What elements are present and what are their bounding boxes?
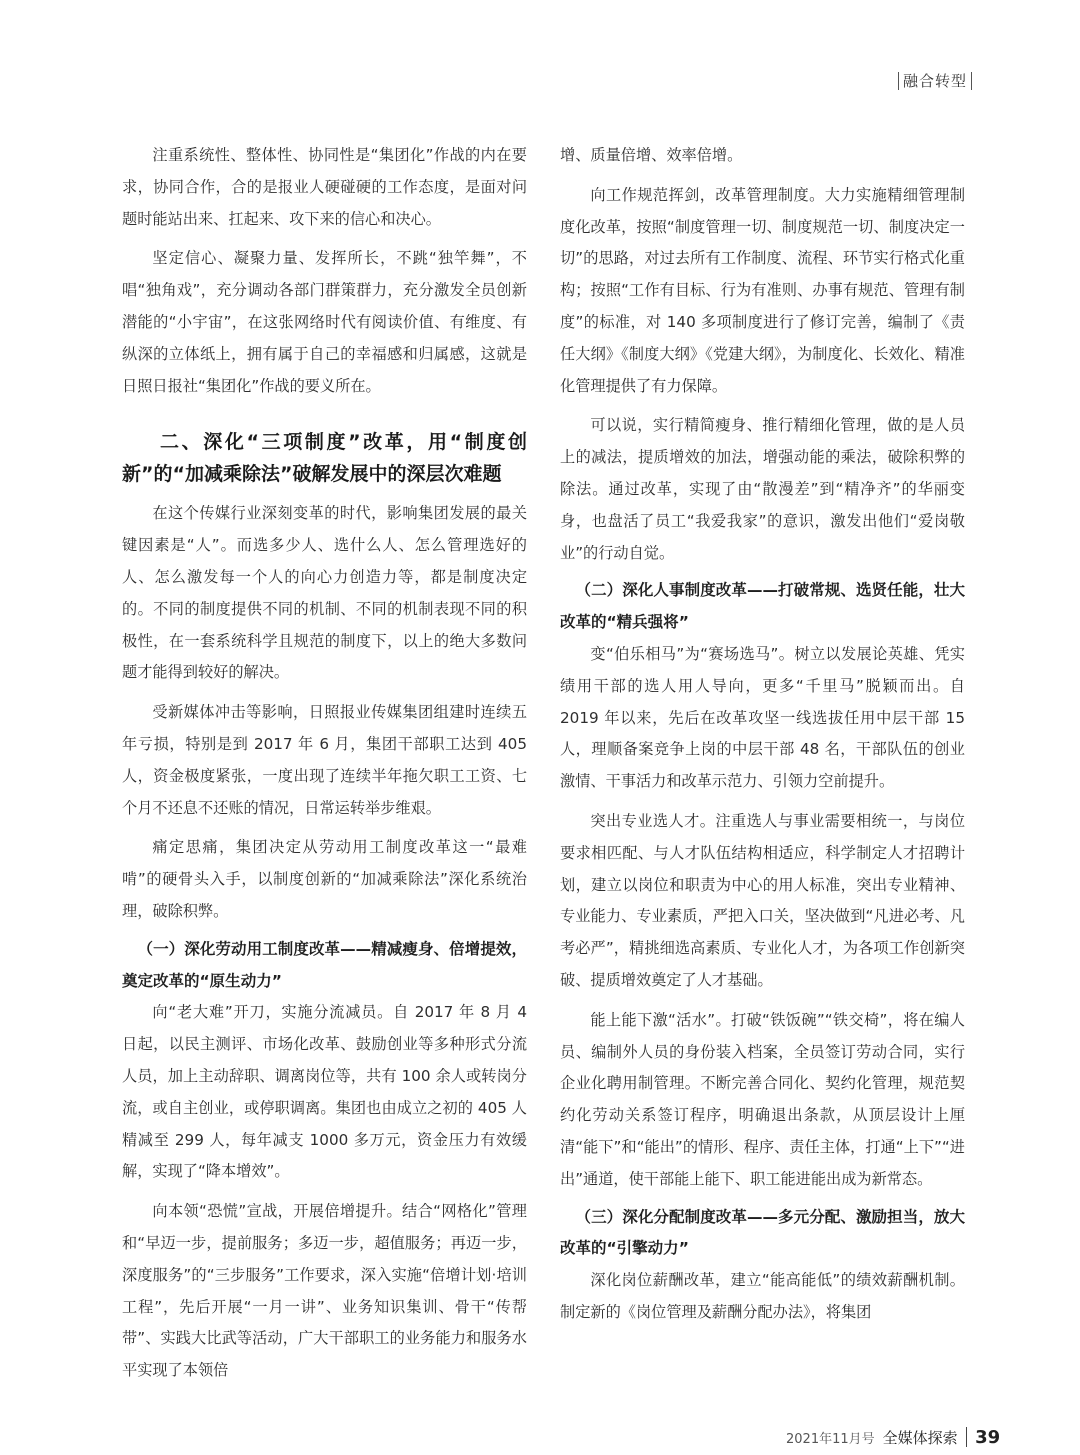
paragraph: 坚定信心、凝聚力量、发挥所长，不跳“独竿舞”，不唱“独角戏”，充分调动各部门群策群力，充分激发全员创新潜能的“小宇宙”，在这张网络时代有阅读价值、有维度、有纵深的立体纸上，拥有属于自己的幸福感和归属感，这就是日照日报社“集团化”作战的要义所在。 (122, 249, 527, 395)
left-column (122, 140, 527, 1387)
right-column (560, 140, 965, 1329)
paragraph: 突出专业选人才。注重选人与事业需要相统一，与岗位要求相匹配、与人才队伍结构相适应，科学制定人才招聘计划，建立以岗位和职责为中心的用人标准，突出专业精神、专业能力、专业素质，严把入口关，坚决做到“凡进必考、凡考必严”，精挑细选高素质、专业化人才，为各项工作创新突破、提质增效奠定了人才基础。 (560, 811, 965, 989)
paragraph: 注重系统性、整体性、协同性是“集团化”作战的内在要求，协同合作，合的是报业人硬碰硬的工作态度，是面对问题时能站出来、扛起来、攻下来的信心和决心。 (122, 146, 527, 228)
paragraph: 向工作规范挥剑，改革管理制度。大力实施精细管理制度化改革，按照“制度管理一切、制度规范一切、制度决定一切”的思路，对过去所有工作制度、流程、环节实行格式化重构；按照“工作有目标、行为有准则、办事有规范、管理有制度”的标准，对 140 多项制度进行了修订完善，编制了《责任大纲》《制度大纲》《党建大纲》，为制度化、长效化、精准化管理提供了有力保障。 (560, 185, 965, 395)
footer-divider (966, 1427, 968, 1447)
paragraph: 能上能下激“活水”。打破“铁饭碗”“铁交椅”，将在编人员、编制外人员的身份装入档案，全员签订劳动合同，实行企业化聘用制管理。不断完善合同化、契约化管理，规范契约化劳动关系签订程序，明确退出条款，从顶层设计上厘清“能下”和“能出”的情形、程序、责任主体，打通“上下”“进出”通道，使干部能上能下、职工能进能出成为新常态。 (560, 1010, 965, 1188)
page-footer (786, 1424, 1000, 1450)
issue-date: 2021年11月号 (786, 1431, 875, 1447)
paragraph: 向本领“恐慌”宣战，开展倍增提升。结合“网格化”管理和“早迈一步，提前服务；多迈一步，超值服务；再迈一步，深度服务”的“三步服务”工作要求，深入实施“倍增计划·培训工程”，先后开展“一月一讲”、业务知识集训、骨干“传帮带”、实践大比武等活动，广大干部职工的业务能力和服务水平实现了本领倍 (122, 1202, 527, 1380)
paragraph-continued: 增、质量倍增、效率倍增。 (560, 146, 743, 164)
subsection-heading: （三）深化分配制度改革——多元分配、激励担当，放大改革的“引擎动力” (560, 1207, 965, 1258)
section-tag: 融合转型 (898, 72, 972, 90)
paragraph: 可以说，实行精简瘦身、推行精细化管理，做的是人员上的减法，提质增效的加法，增强动能的乘法，破除积弊的除法。通过改革，实现了由“散漫差”到“精净齐”的华丽变身，也盘活了员工“我爱我家”的意识，激发出他们“爱岗敬业”的行动自觉。 (560, 416, 965, 562)
paragraph: 变“伯乐相马”为“赛场选马”。树立以发展论英雄、凭实绩用干部的选人用人导向，更多“千里马”脱颖而出。自 2019 年以来，先后在改革攻坚一线选拔任用中层干部 15 人，理顺备案竞争上岗的中层干部 48 名，干部队伍的创业激情、干事活力和改革示范力、引领力空前提升。 (560, 644, 965, 791)
paragraph: 向“老大难”开刀，实施分流减员。自 2017 年 8 月 4 日起，以民主测评、市场化改革、鼓励创业等多种形式分流人员，加上主动辞职、调离岗位等，共有 100 余人或转岗分流，或自主创业，或停职调离。集团也由成立之初的 405 人精减至 299 人，每年减支 1000 多万元，资金压力有效缓解，实现了“降本增效”。 (122, 1003, 527, 1181)
subsection-heading: （二）深化人事制度改革——打破常规、选贤任能，壮大改革的“精兵强将” (560, 581, 965, 632)
paragraph: 受新媒体冲击等影响，日照报业传媒集团组建时连续五年亏损，特别是到 2017 年 6 月，集团干部职工达到 405 人，资金极度紧张，一度出现了连续半年拖欠职工工资、七个月不还息不还账的情况，日常运转举步维艰。 (122, 703, 527, 817)
paragraph: 痛定思痛，集团决定从劳动用工制度改革这一“最难啃”的硬骨头入手，以制度创新的“加减乘除法”深化系统治理，破除积弊。 (122, 838, 527, 920)
paragraph: 在这个传媒行业深刻变革的时代，影响集团发展的最关键因素是“人”。而选多少人、选什么人、怎么管理选好的人、怎么激发每一个人的向心力创造力等，都是制度决定的。不同的制度提供不同的机制、不同的机制表现不同的积极性，在一套系统科学且规范的制度下，以上的绝大多数问题才能得到较好的解决。 (122, 504, 527, 682)
paragraph: 深化岗位薪酬改革，建立“能高能低”的绩效薪酬机制。制定新的《岗位管理及薪酬分配办法》，将集团 (560, 1271, 965, 1321)
section-heading: 二、深化“三项制度”改革，用“制度创新”的“加减乘除法”破解发展中的深层次难题 (122, 431, 527, 486)
page-number: 39 (975, 1426, 1001, 1448)
magazine-name: 全媒体探索 (882, 1428, 958, 1447)
subsection-heading: （一）深化劳动用工制度改革——精减瘦身、倍增提效，奠定改革的“原生动力” (122, 939, 527, 990)
